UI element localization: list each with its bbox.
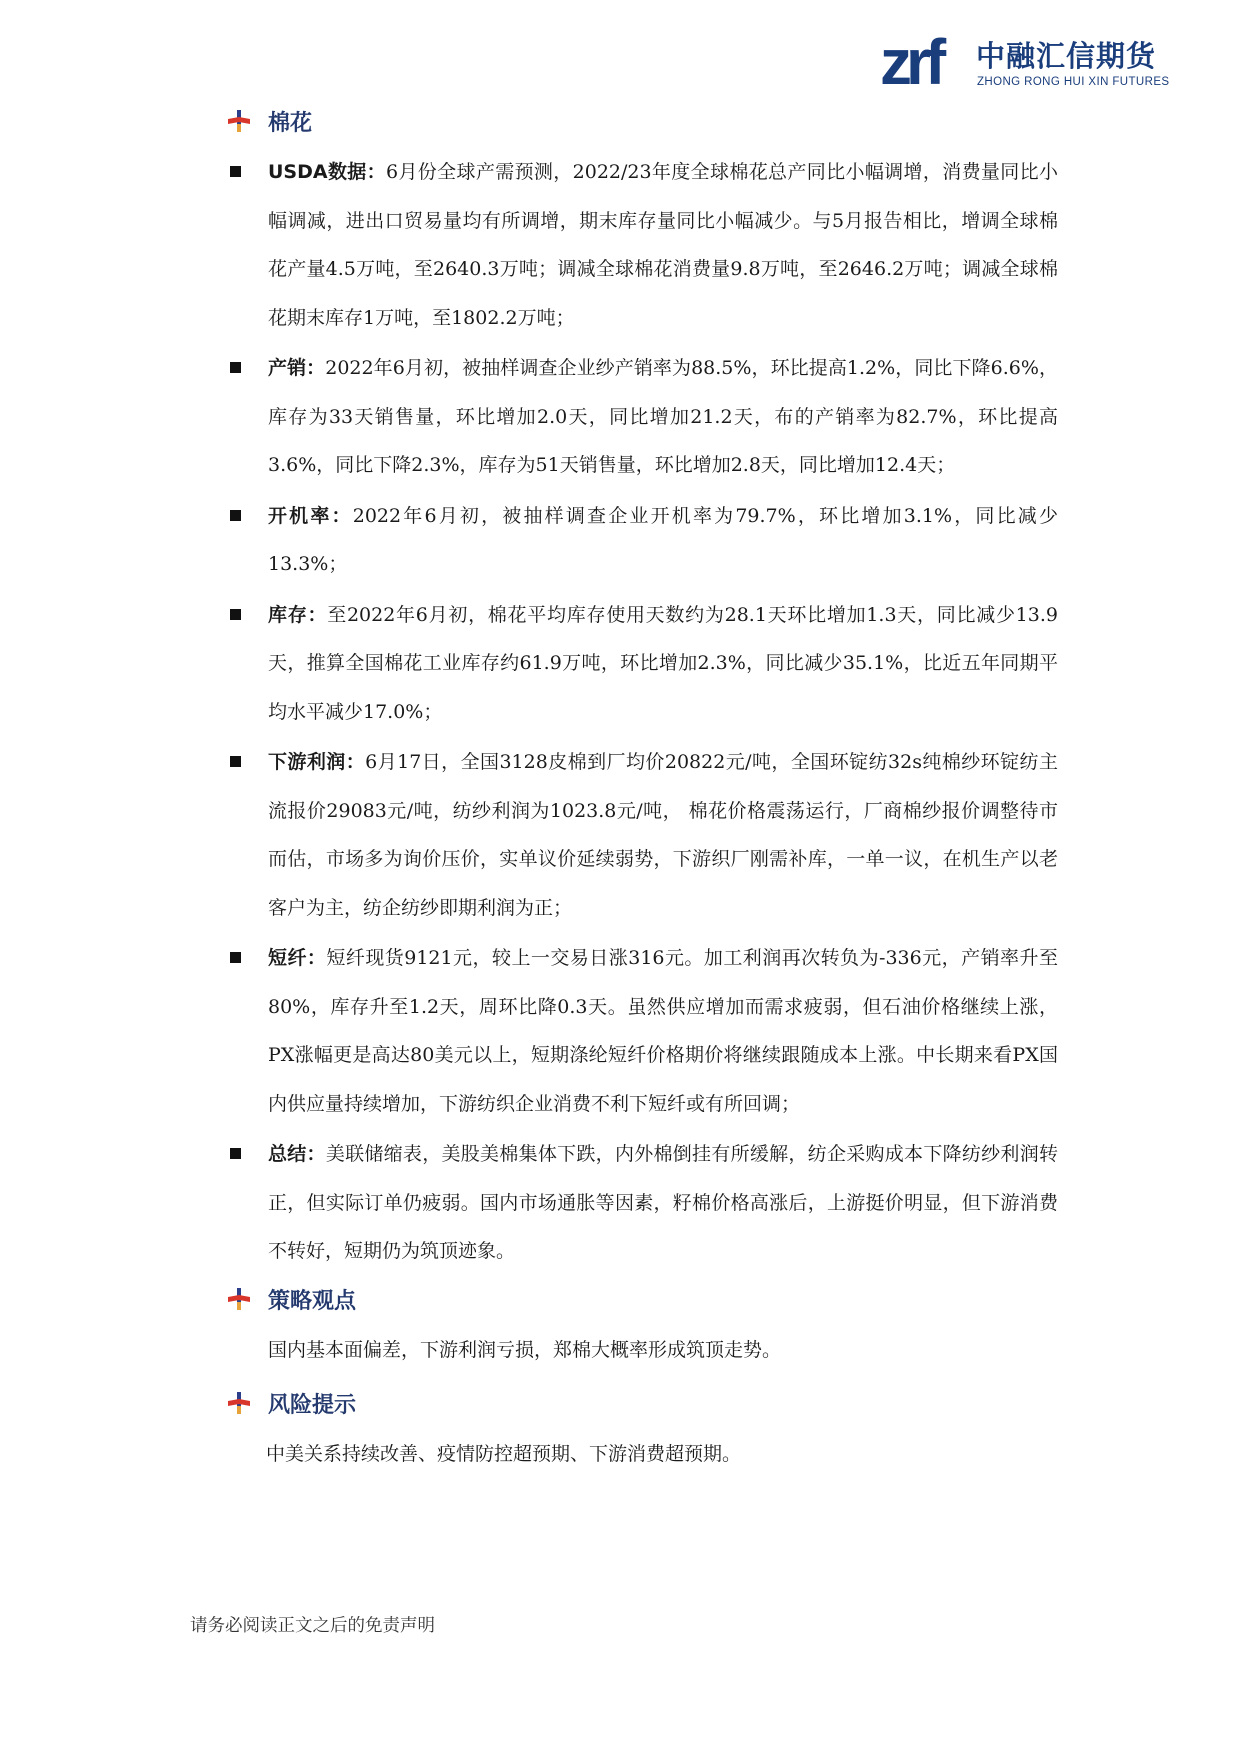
item-label: USDA数据： — [268, 161, 387, 183]
section-header-cotton — [228, 100, 1058, 148]
item-text: 2022年6月初，被抽样调查企业纱产销率为88.5%，环比提高1.2%，同比下降6.6%，库存为33天销售量，环比增加2.0天，同比增加21.2天，布的产销率为82.7%，环比提高3.6%，同比下降2.3%，库存为51天销售量，环比增加2.8天，同比增加12.4天； — [268, 357, 1058, 476]
section-title-risk: 风险提示 — [268, 1392, 357, 1418]
list-item-summary — [228, 1130, 1058, 1276]
item-text: 短纤现货9121元，较上一交易日涨316元。加工利润再次转负为-336元，产销率升至80%，库存升至1.2天，周环比降0.3天。虽然供应增加而需求疲弱，但石油价格继续上涨，PX涨幅更是高达80美元以上，短期涤纶短纤价格期价将继续跟随成本上涨。中长期来看PX国内供应量持续增加，下游纺织企业消费不利下短纤或有所回调； — [268, 947, 1058, 1115]
section-header-strategy — [228, 1278, 1058, 1326]
section-cross-icon — [228, 110, 250, 132]
item-label: 产销： — [268, 357, 326, 379]
zrf-logo-mark — [880, 28, 972, 90]
list-item-operating-rate — [228, 492, 1058, 589]
report-body — [228, 100, 1058, 1486]
list-item-inventory — [228, 591, 1058, 737]
item-text: 6月份全球产需预测，2022/23年度全球棉花总产同比小幅调增，消费量同比小幅调减，进出口贸易量均有所调增，期末库存量同比小幅减少。与5月报告相比，增调全球棉花产量4.5万吨，至2640.3万吨；调减全球棉花消费量9.8万吨，至2646.2万吨；调减全球棉花期末库存1万吨，至1802.2万吨； — [268, 161, 1058, 329]
item-label: 短纤： — [268, 947, 327, 969]
strategy-text: 国内基本面偏差，下游利润亏损，郑棉大概率形成筑顶走势。 — [268, 1338, 782, 1361]
section-title-cotton: 棉花 — [268, 111, 313, 136]
company-name-cn: 中融汇信期货 — [976, 39, 1157, 73]
section-cross-icon — [228, 1288, 250, 1310]
item-label: 开机率： — [268, 504, 353, 527]
item-label: 库存： — [268, 603, 328, 626]
item-text: 美联储缩表，美股美棉集体下跌，内外棉倒挂有所缓解，纺企采购成本下降纺纱利润转正，但实际订单仍疲弱。国内市场通胀等因素，籽棉价格高涨后，上游挺价明显，但下游消费不转好，短期仍为筑顶迹象。 — [268, 1143, 1058, 1262]
company-logo — [880, 28, 1180, 94]
bullet-square-icon — [230, 362, 241, 373]
bullet-square-icon — [230, 166, 241, 177]
list-item-production-sales — [228, 344, 1058, 490]
bullet-square-icon — [230, 1148, 241, 1159]
list-item-staple-fiber — [228, 934, 1058, 1128]
risk-text: 中美关系持续改善、疫情防控超预期、下游消费超预期。 — [266, 1442, 742, 1465]
section-title-strategy: 策略观点 — [268, 1288, 357, 1314]
list-item-downstream-profit — [228, 738, 1058, 932]
section-header-risk — [228, 1382, 1058, 1430]
item-text: 6月17日，全国3128皮棉到厂均价20822元/吨，全国环锭纺32s纯棉纱环锭纺主流报价29083元/吨，纺纱利润为1023.8元/吨， 棉花价格震荡运行，厂商棉纱报价调整待市而估，市场多为询价压价，实单议价延续弱势，下游织厂刚需补库，一单一议，在机生产以老客户为主，纺企纺纱即期利润为正； — [268, 751, 1058, 919]
item-label: 总结： — [268, 1143, 326, 1165]
company-name-en: ZHONG RONG HUI XIN FUTURES — [977, 76, 1170, 88]
bullet-square-icon — [230, 510, 241, 521]
bullet-square-icon — [230, 952, 241, 963]
bullet-square-icon — [230, 609, 241, 620]
logo-mark-text: zrf — [880, 28, 941, 90]
footer-disclaimer: 请务必阅读正文之后的免责声明 — [190, 1616, 435, 1636]
item-text: 2022年6月初，被抽样调查企业开机率为79.7%，环比增加3.1%，同比减少13.3%； — [268, 504, 1058, 575]
bullet-square-icon — [230, 756, 241, 767]
item-text: 至2022年6月初，棉花平均库存使用天数约为28.1天环比增加1.3天，同比减少13.9天，推算全国棉花工业库存约61.9万吨，环比增加2.3%，同比减少35.1%，比近五年同期平均水平减少17.0%； — [268, 603, 1058, 723]
list-item-usda — [228, 148, 1058, 342]
item-label: 下游利润： — [268, 751, 366, 773]
section-cross-icon — [228, 1392, 250, 1414]
